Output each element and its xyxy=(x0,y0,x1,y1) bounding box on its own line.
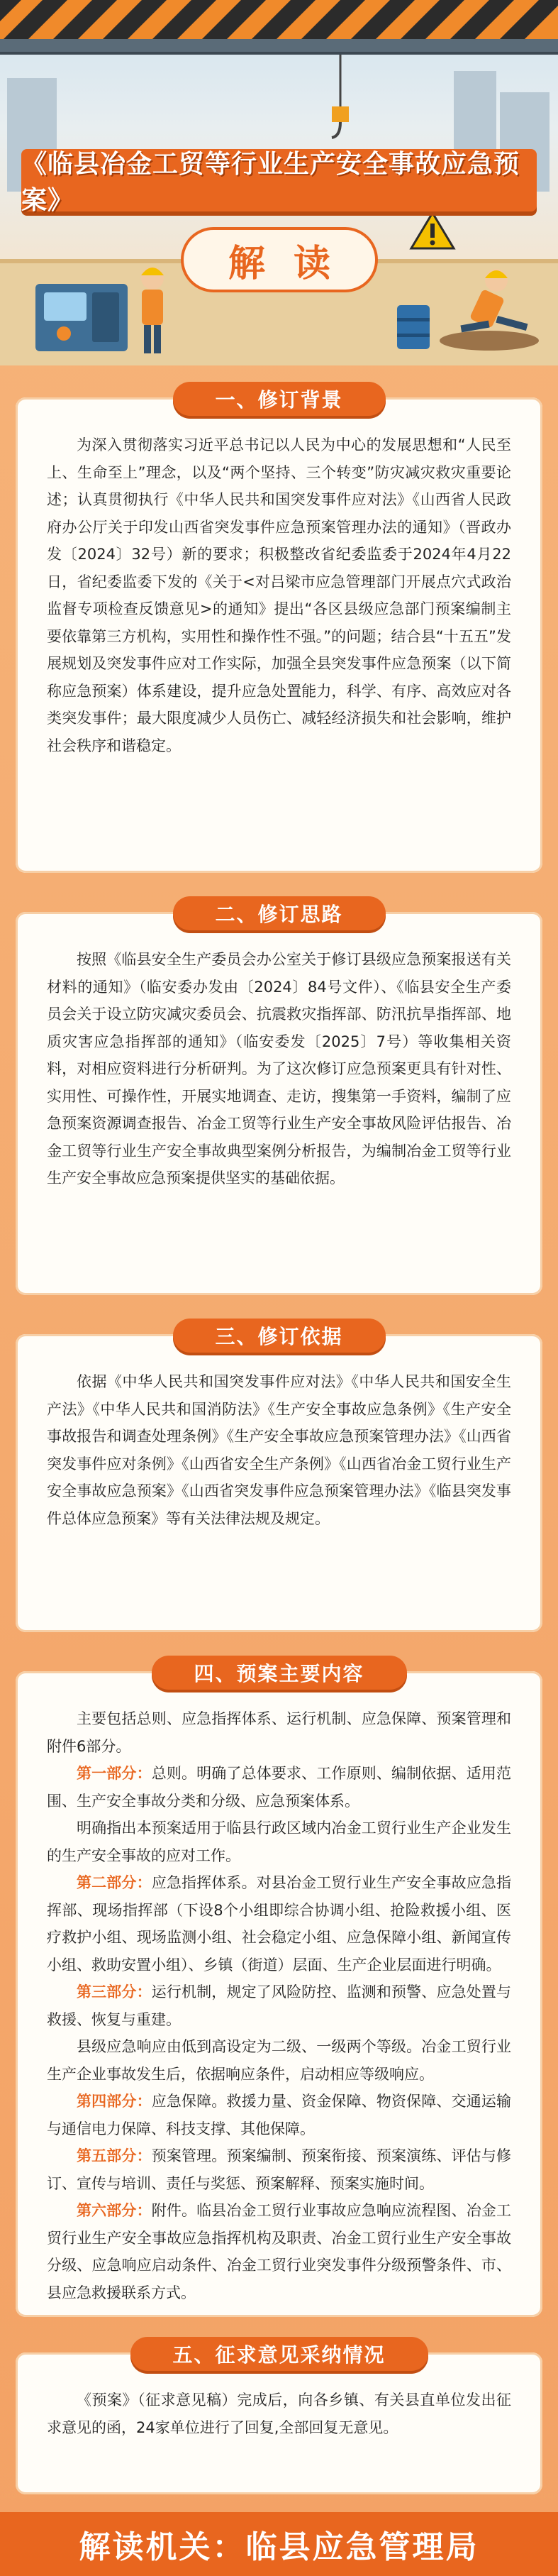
hero-banner xyxy=(0,0,558,365)
section-revision-basis xyxy=(16,1325,542,1632)
paragraph: 按照《临县安全生产委员会办公室关于修订县级应急预案报送有关材料的通知》（临安委办发由〔2024〕84号文件）、《临县安全生产委员会关于设立防灾减灾委员会、抗震救灾指挥部、防汛抗旱指挥部、地质灾害应急指挥部的通知》（临安委发〔2025〕7号）等收集相关资料，对相应资料进行分析研判。为了这次修订应急预案更具有针对性、实用性、可操作性，开展实地调查、走访，搜集第一手资料，编制了应急预案资源调查报告、冶金工贸等行业生产安全事故风险评估报告、冶金工贸等行业生产安全事故典型案例分析报告，为编制冶金工贸等行业生产安全事故应急预案提供坚实的基础依据。 xyxy=(47,951,511,1187)
list-item xyxy=(47,1869,511,1978)
list-item xyxy=(47,2088,511,2142)
subtitle-banner xyxy=(181,227,378,292)
part-label: 第三部分： xyxy=(77,1983,152,2000)
section-body xyxy=(47,1705,511,2306)
part-label: 第六部分： xyxy=(77,2202,152,2219)
section-title: 四、预案主要内容 xyxy=(194,1662,364,1685)
part-text: 预案管理。预案编制、预案衔接、预案演练、评估与修订、宣传与培训、责任与奖惩、预案解释、预案实施时间。 xyxy=(47,2147,512,2192)
section-header xyxy=(151,1656,406,1690)
footer-banner xyxy=(0,2512,558,2576)
section-header xyxy=(130,2337,428,2371)
section-title: 二、修订思路 xyxy=(215,903,343,926)
paragraph: 为深入贯彻落实习近平总书记以人民为中心的发展思想和“人民至上、生命至上”理念，以及“两个坚持、三个转变”防灾减灾救灾重要论述；认真贯彻执行《中华人民共和国突发事件应对法》《山西省人民政府办公厅关于印发山西省突发事件应急预案管理办法的通知》（晋政办发〔2024〕32号）新的要求；积极整改省纪委监委于2024年4月22日，省纪委监委下发的《关于<对吕梁市应急管理部门开展点穴式政治监督专项检查反馈意见>的通知》提出“各区县级应急部门预案编制主要依靠第三方机构，实用性和操作性不强。”的问题；结合县“十五五”发展规划及突发事件应对工作实际，加强全县突发事件应急预案（以下简称应急预案）体系建设，提升应急处置能力，科学、有序、高效应对各类突发事件；最大限度减少人员伤亡、减轻经济损失和社会影响，维护社会秩序和谐稳定。 xyxy=(47,436,511,754)
section-header xyxy=(172,896,385,930)
issuing-authority: 解读机关：临县应急管理局 xyxy=(79,2529,479,2565)
section-header xyxy=(172,382,385,416)
list-item xyxy=(47,2142,511,2197)
section-main-content xyxy=(16,1662,542,2317)
section-title: 五、征求意见采纳情况 xyxy=(172,2343,386,2367)
section-title: 一、修订背景 xyxy=(215,388,343,412)
paragraph: 依据《中华人民共和国突发事件应对法》《中华人民共和国安全生产法》《中华人民共和国消防法》《生产安全事故应急条例》《生产安全事故报告和调查处理条例》《生产安全事故应急预案管理办法》《山西省突发事件应对条例》《山西省安全生产条例》《山西省冶金工贸行业生产安全事故应急预案》《山西省突发事件应急预案管理办法》《临县突发事件总体应急预案》等有关法律法规及规定。 xyxy=(47,1373,511,1527)
part-label: 第四部分： xyxy=(77,2093,152,2110)
section-body xyxy=(47,2387,511,2441)
part-text: 主要包括总则、应急指挥体系、运行机制、应急保障、预案管理和附件6部分。 xyxy=(47,1710,511,1755)
section-revision-approach xyxy=(16,903,542,1295)
section-body xyxy=(47,1368,511,1532)
part-text: 应急指挥体系。对县冶金工贸行业生产安全事故应急指挥部、现场指挥部（下设8个小组即综合协调小组、抢险救援小组、医疗救护小组、现场监测小组、社会稳定小组、应急保障小组、新闻宣传小组、救助安置小组）、乡镇（街道）层面、生产企业层面进行明确。 xyxy=(47,1874,512,1974)
part-text: 应急保障。救援力量、资金保障、物资保障、交通运输与通信电力保障、科技支撑、其他保障。 xyxy=(47,2093,512,2137)
section-title: 三、修订依据 xyxy=(215,1325,343,1348)
part-label: 第二部分： xyxy=(77,1874,152,1891)
title-banner xyxy=(21,149,537,215)
section-feedback-adoption xyxy=(16,2343,542,2494)
section-revision-background xyxy=(16,388,542,873)
part-text: 总则。明确了总体要求、工作原则、编制依据、适用范围、生产安全事故分类和分级、应急预案体系。 xyxy=(47,1765,512,1810)
list-item xyxy=(47,2197,511,2306)
list-item xyxy=(47,1760,511,1815)
paragraph: 《预案》（征求意见稿）完成后，向各乡镇、有关县直单位发出征求意见的函，24家单位进行了回复,全部回复无意见。 xyxy=(47,2391,511,2436)
list-item xyxy=(47,1705,511,1760)
list-item xyxy=(47,1978,511,2033)
section-body xyxy=(47,946,511,1192)
section-header xyxy=(172,1319,385,1353)
page-subtitle: 解读 xyxy=(228,242,359,285)
part-label: 第五部分： xyxy=(77,2147,152,2164)
part-label: 第一部分： xyxy=(77,1765,152,1782)
list-item xyxy=(47,1815,511,1869)
part-text: 明确指出本预案适用于临县行政区域内冶金工贸行业生产企业发生的生产安全事故的应对工作。 xyxy=(47,1820,511,1864)
part-text: 县级应急响应由低到高设定为二级、一级两个等级。冶金工贸行业生产企业事故发生后，依据响应条件，启动相应等级响应。 xyxy=(47,2038,511,2083)
part-text: 运行机制，规定了风险防控、监测和预警、应急处置与救援、恢复与重建。 xyxy=(47,1983,512,2028)
list-item xyxy=(47,2033,511,2088)
part-text: 附件。临县冶金工贸行业事故应急响应流程图、冶金工贸行业生产安全事故应急指挥机构及职责、冶金工贸行业生产安全事故分级、应急响应启动条件、冶金工贸行业突发事件分级预警条件、市、县应急救援联系方式。 xyxy=(47,2202,512,2301)
page-title: 《临县冶金工贸等行业生产安全事故应急预案》 xyxy=(21,150,520,215)
section-body xyxy=(47,431,511,759)
